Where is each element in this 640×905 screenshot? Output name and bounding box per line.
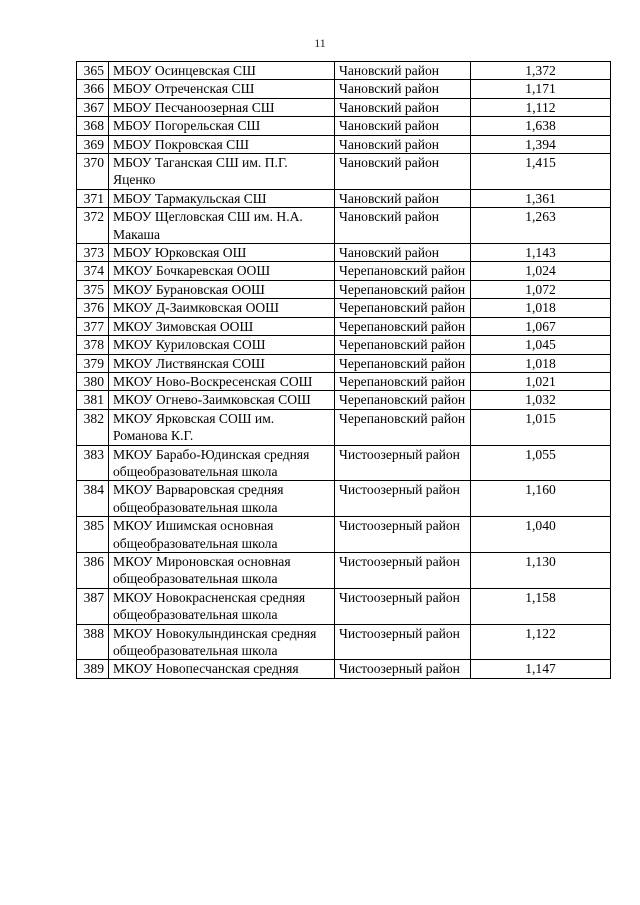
district-name: Чистоозерный район (335, 588, 471, 624)
school-name: МБОУ Песчаноозерная СШ (109, 98, 335, 116)
school-name: МКОУ Бурановская ООШ (109, 280, 335, 298)
table-row (77, 481, 611, 517)
table-row (77, 208, 611, 244)
table-row (77, 154, 611, 190)
school-name: МБОУ Погорельская СШ (109, 117, 335, 135)
row-number: 365 (77, 62, 109, 80)
table-row (77, 445, 611, 481)
table-row (77, 391, 611, 409)
table-row (77, 62, 611, 80)
coefficient-value: 1,147 (471, 660, 611, 678)
coefficient-value: 1,112 (471, 98, 611, 116)
row-number: 378 (77, 336, 109, 354)
coefficient-value: 1,040 (471, 517, 611, 553)
table-row (77, 135, 611, 153)
district-name: Черепановский район (335, 262, 471, 280)
row-number: 376 (77, 299, 109, 317)
row-number: 372 (77, 208, 109, 244)
coefficient-value: 1,015 (471, 409, 611, 445)
district-name: Чановский район (335, 98, 471, 116)
row-number: 382 (77, 409, 109, 445)
school-name: МБОУ Таганская СШ им. П.Г. Яценко (109, 154, 335, 190)
coefficient-value: 1,021 (471, 372, 611, 390)
school-name: МБОУ Отреченская СШ (109, 80, 335, 98)
school-name: МКОУ Ярковская СОШ им. Романова К.Г. (109, 409, 335, 445)
row-number: 381 (77, 391, 109, 409)
school-name: МКОУ Новокулындинская средняя общеобразовательная школа (109, 624, 335, 660)
coefficient-value: 1,160 (471, 481, 611, 517)
school-name: МКОУ Ишимская основная общеобразовательная школа (109, 517, 335, 553)
table-row (77, 189, 611, 207)
coefficient-value: 1,638 (471, 117, 611, 135)
district-name: Чистоозерный район (335, 481, 471, 517)
table-row (77, 98, 611, 116)
school-name: МКОУ Бочкаревская ООШ (109, 262, 335, 280)
row-number: 386 (77, 552, 109, 588)
district-name: Черепановский район (335, 336, 471, 354)
district-name: Чистоозерный район (335, 624, 471, 660)
row-number: 369 (77, 135, 109, 153)
school-name: МКОУ Барабо-Юдинская средняя общеобразовательная школа (109, 445, 335, 481)
coefficient-value: 1,067 (471, 317, 611, 335)
district-name: Чановский район (335, 208, 471, 244)
table-row (77, 517, 611, 553)
school-name: МБОУ Юрковская ОШ (109, 244, 335, 262)
table-row (77, 299, 611, 317)
school-name: МКОУ Куриловская СОШ (109, 336, 335, 354)
school-name: МБОУ Покровская СШ (109, 135, 335, 153)
district-name: Чистоозерный район (335, 517, 471, 553)
district-name: Черепановский район (335, 299, 471, 317)
district-name: Чистоозерный район (335, 660, 471, 678)
school-name: МБОУ Щегловская СШ им. Н.А. Макаша (109, 208, 335, 244)
row-number: 377 (77, 317, 109, 335)
row-number: 368 (77, 117, 109, 135)
district-name: Черепановский район (335, 317, 471, 335)
row-number: 385 (77, 517, 109, 553)
table-row (77, 280, 611, 298)
district-name: Чановский район (335, 135, 471, 153)
coefficient-value: 1,263 (471, 208, 611, 244)
row-number: 380 (77, 372, 109, 390)
table-row (77, 624, 611, 660)
row-number: 375 (77, 280, 109, 298)
coefficient-value: 1,171 (471, 80, 611, 98)
coefficient-value: 1,018 (471, 354, 611, 372)
district-name: Чановский район (335, 189, 471, 207)
coefficient-value: 1,143 (471, 244, 611, 262)
row-number: 383 (77, 445, 109, 481)
district-name: Чановский район (335, 62, 471, 80)
school-name: МКОУ Д-Заимковская ООШ (109, 299, 335, 317)
school-name: МКОУ Зимовская ООШ (109, 317, 335, 335)
row-number: 384 (77, 481, 109, 517)
district-name: Черепановский район (335, 280, 471, 298)
page-number: 11 (314, 36, 326, 50)
district-name: Чановский район (335, 154, 471, 190)
coefficient-value: 1,024 (471, 262, 611, 280)
district-name: Чистоозерный район (335, 552, 471, 588)
row-number: 366 (77, 80, 109, 98)
school-name: МКОУ Новопесчанская средняя (109, 660, 335, 678)
table-row (77, 354, 611, 372)
district-name: Чистоозерный район (335, 445, 471, 481)
table-row (77, 262, 611, 280)
district-name: Чановский район (335, 117, 471, 135)
table-row (77, 80, 611, 98)
table-row (77, 409, 611, 445)
coefficient-value: 1,361 (471, 189, 611, 207)
school-name: МКОУ Новокрасненская средняя общеобразовательная школа (109, 588, 335, 624)
row-number: 367 (77, 98, 109, 116)
coefficient-value: 1,018 (471, 299, 611, 317)
table-row (77, 372, 611, 390)
coefficient-value: 1,055 (471, 445, 611, 481)
row-number: 371 (77, 189, 109, 207)
district-name: Черепановский район (335, 354, 471, 372)
district-name: Чановский район (335, 80, 471, 98)
table-row (77, 317, 611, 335)
school-name: МБОУ Тармакульская СШ (109, 189, 335, 207)
coefficient-value: 1,372 (471, 62, 611, 80)
row-number: 388 (77, 624, 109, 660)
school-name: МКОУ Ново-Воскресенская СОШ (109, 372, 335, 390)
row-number: 373 (77, 244, 109, 262)
school-name: МКОУ Листвянская СОШ (109, 354, 335, 372)
row-number: 374 (77, 262, 109, 280)
district-name: Черепановский район (335, 372, 471, 390)
row-number: 379 (77, 354, 109, 372)
row-number: 370 (77, 154, 109, 190)
coefficient-value: 1,032 (471, 391, 611, 409)
table-row (77, 244, 611, 262)
school-name: МКОУ Огнево-Заимковская СОШ (109, 391, 335, 409)
district-name: Чановский район (335, 244, 471, 262)
coefficient-value: 1,122 (471, 624, 611, 660)
row-number: 387 (77, 588, 109, 624)
school-name: МКОУ Мироновская основная общеобразовательная школа (109, 552, 335, 588)
coefficient-value: 1,072 (471, 280, 611, 298)
schools-table (76, 61, 611, 679)
district-name: Черепановский район (335, 391, 471, 409)
table-row (77, 660, 611, 678)
coefficient-value: 1,394 (471, 135, 611, 153)
table-row (77, 336, 611, 354)
table-row (77, 117, 611, 135)
coefficient-value: 1,045 (471, 336, 611, 354)
coefficient-value: 1,130 (471, 552, 611, 588)
coefficient-value: 1,415 (471, 154, 611, 190)
table-row (77, 588, 611, 624)
school-name: МКОУ Варваровская средняя общеобразовательная школа (109, 481, 335, 517)
row-number: 389 (77, 660, 109, 678)
table-row (77, 552, 611, 588)
district-name: Черепановский район (335, 409, 471, 445)
school-name: МБОУ Осинцевская СШ (109, 62, 335, 80)
coefficient-value: 1,158 (471, 588, 611, 624)
